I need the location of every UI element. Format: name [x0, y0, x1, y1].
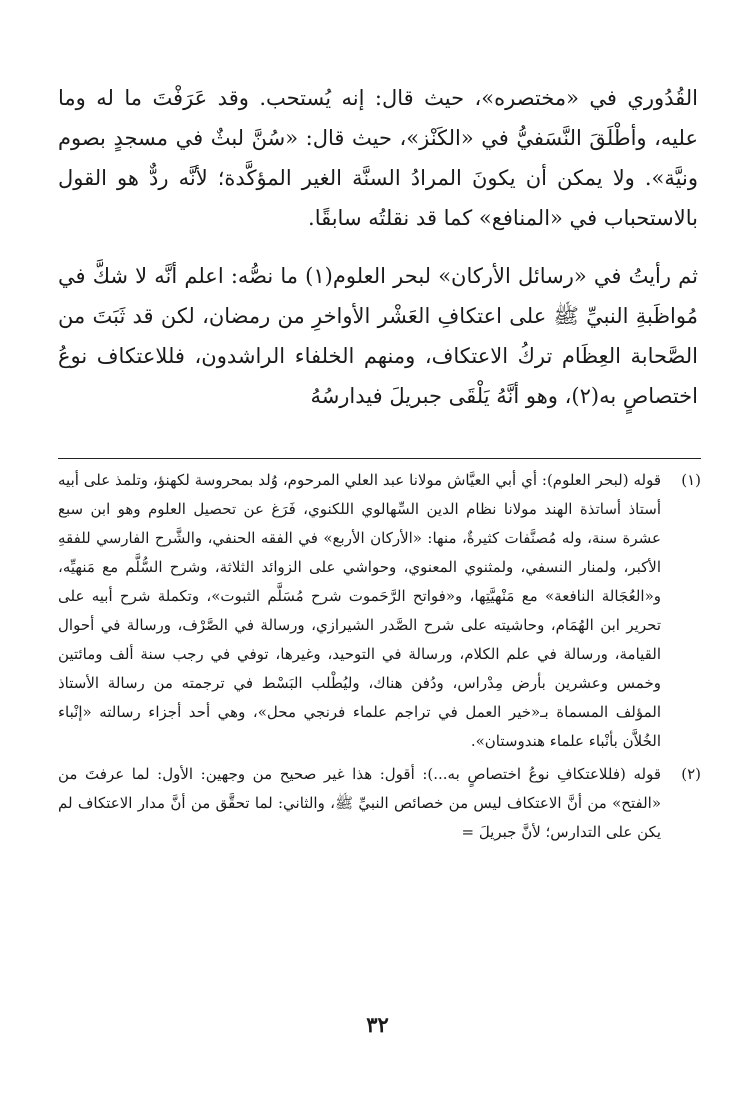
footnote	[58, 466, 701, 756]
main-paragraph: القُدُوري في «مختصره»، حيث قال: إنه يُستحب. وقد عَرَفْتَ ما له وما عليه، وأطْلَقَ النَّسَفيُّ في «الكَنْز»، حيث قال: «سُنَّ لبثٌ في مسجدٍ بصوم ونيَّة». ولا يمكن أن يكونَ المرادُ السنَّة الغير المؤكَّدة؛ لأنَّه ردٌّ هو القول بالاستحباب في «المنافع» كما قد نقلتُه سابقًا.	[58, 86, 698, 230]
main-paragraph: ثم رأيتُ في «رسائل الأركان» لبحر العلوم(١) ما نصُّه: اعلم أنَّه لا شكَّ في مُواظَبةِ النبيِّ ﷺ على اعتكافِ العَشْر الأواخرِ من رمضان، لكن قد ثَبَتَ من الصَّحابة العِظَام تركُ الاعتكاف، ومنهم الخلفاء الراشدون، فللاعتكاف نوعُ اختصاصٍ به(٢)، وهو أنَّهُ يَلْقَى جبريلَ فيدارسُهُ	[58, 264, 698, 408]
page-number: ٣٢	[366, 1012, 389, 1037]
footnote-text: قوله (فللاعتكافِ نوعُ اختصاصٍ به...): أقول: هذا غير صحيح من وجهين: الأول: لما عرفتَ من «الفتح» من أنَّ الاعتكاف ليس من خصائص النبيِّ ﷺ، والثاني: لما تحقَّق من أنَّ مدار الاعتكاف لم يكن على التدارس؛ لأنَّ جبريلَ =	[58, 765, 661, 841]
main-text	[58, 78, 698, 416]
footnote-number: (١)	[681, 471, 701, 489]
footnote-text: قوله (لبحر العلوم): أي أبي العيَّاش مولانا عبد العلي المرحوم، وُلد بمحروسة لكهنؤ، وتلمذ على أبيه أستاذ أساتذة الهند مولانا نظام الدين السِّهالوي اللكنوي، فَرَغ عن تحصيل العلوم وهو ابن سبع عشرة سنة، وله مُصنَّفات كثيرةٌ، منها: «الأركان الأربع» في الفقه الحنفي، والشَّرح الفارسي للفقهِ الأكبر، ولمنار النسفي، ولمثنوي المعنوي، وحواشي على الزوائد الثلاثة، وشرح السُّلَّم مع مَنهيِّه، و«العُجَالة النافعة» مع مَنْهيَّتِها، و«فواتح الرَّحَموت شرح مُسَلَّم الثبوت»، وتكملة شرح أبيه على تحرير ابن الهُمَام، وحاشيته على شرح الصَّدر الشيرازي، ورسالة في الصَّرْف، ورسالة في أحوال القيامة، ورسالة في علم الكلام، ورسالة في التوحيد، وغيرها، توفي في رجب سنة ألف ومائتين وخمس وعشرين بأرض مِدْراس، ودُفن هناك، وليُطْلب البَسْط في ترجمته من رسالة الأستاذ المؤلف المسماة بـ«خير العمل في تراجم علماء فرنجي محل»، وهي أحد أجزاء رسالته «إنْباء الخُلاَّن بأنْباء علماء هندوستان».	[58, 471, 661, 750]
footnote	[58, 760, 701, 847]
footnote-number: (٢)	[681, 765, 701, 783]
footnote-separator	[58, 458, 701, 459]
footnotes	[58, 466, 701, 847]
